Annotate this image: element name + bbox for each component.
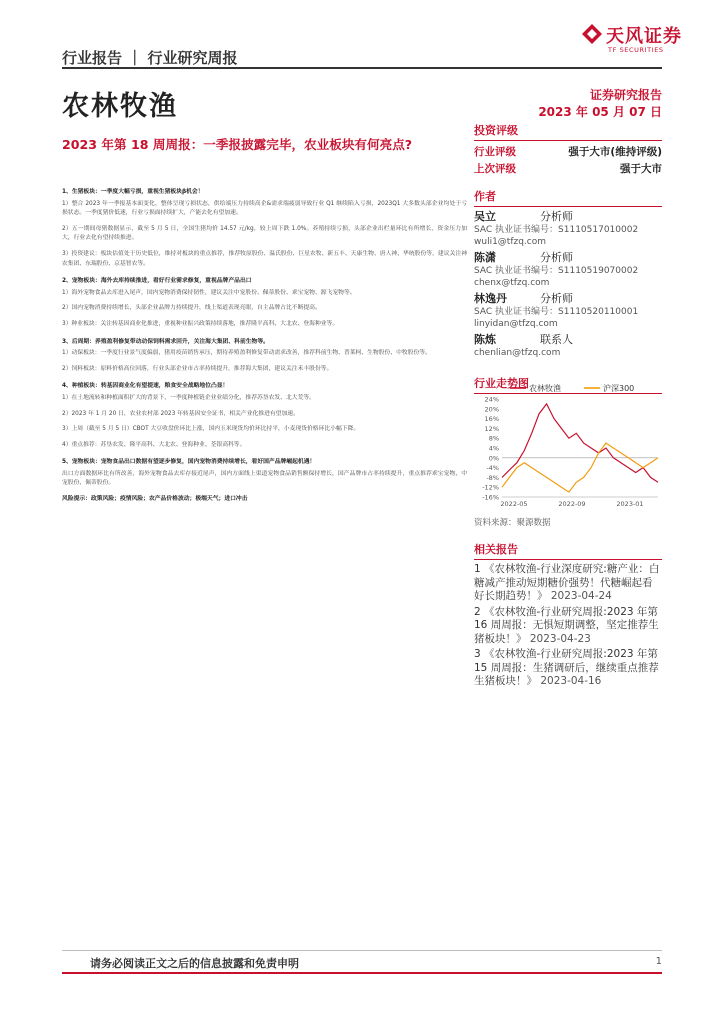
report-type: 证券研究报告	[589, 88, 662, 102]
paragraph: 出口方面数据环比有所改善，海外宠物食品去库存接近尾声，国内方面线上渠道宠物食品销售额保持增长，国产品牌市占率持续提升，重点推荐乖宝宠物、中宠股份、佩蒂股份。	[62, 470, 467, 487]
industry-trend-chart	[474, 381, 662, 531]
analyst-role: 分析师	[540, 292, 573, 305]
x-tick-label: 2022-05	[500, 500, 528, 508]
header-rule	[62, 67, 662, 69]
rating-label: 行业评级	[474, 146, 516, 158]
analyst-email[interactable]: chenx@tfzq.com	[474, 278, 550, 288]
y-tick-label: -4%	[486, 464, 499, 473]
analyst-role: 联系人	[540, 333, 573, 346]
series-line	[502, 443, 658, 492]
footer-stripe	[62, 972, 662, 974]
report-date: 2023 年 05 月 07 日	[538, 105, 662, 119]
paragraph: 3）上周（截至 5 月 5 日）CBOT 大豆收盘价环比上涨，国内玉米现货均价环比持平，小麦现货价格环比小幅下降。	[62, 426, 360, 433]
analyst-name: 林逸丹	[474, 292, 507, 305]
footer-disclaimer: 请务必阅读正文之后的信息披露和免责申明	[90, 957, 299, 970]
logo-en-text: TF SECURITIES	[608, 46, 664, 54]
authors-heading: 作者	[474, 188, 662, 207]
trend-chart-svg	[474, 381, 662, 513]
analyst-cert: SAC 执业证书编号：S1110520110001	[474, 307, 639, 317]
paragraph: 3）投资建议：板块估值处于历史低位，维持对板块的重点推荐，推荐牧原股份、温氏股份、巨星农牧、新五丰、天康生物、唐人神、华统股份等，建议关注神农集团、东瑞股份、京基智农等。	[62, 250, 467, 267]
paragraph: 3）种业板块：关注转基因商业化推进，重视种业振兴政策持续落地，推荐隆平高科、大北农、登海种业等。	[62, 320, 339, 327]
paragraph: 1）动保板块：一季度行业景气度偏弱，猪用疫苗销售承压，期待养殖盈利修复带动需求改善，推荐科前生物、普莱柯、生物股份、中牧股份等。	[62, 350, 431, 357]
y-tick-label: 0%	[488, 454, 499, 463]
x-tick-label: 2023-01	[616, 500, 644, 508]
analyst-cert: SAC 执业证书编号：S1110517010002	[474, 225, 639, 235]
legend-label: 农林牧渔	[529, 384, 561, 393]
analyst-card	[474, 210, 662, 248]
analyst-card	[474, 292, 662, 330]
related-item[interactable]: 1 《农林牧渔-行业深度研究:糖产业：白糖减产推动短期糖价强势！代糖崛起看好长期趋势！》 2023-04-24	[474, 563, 660, 602]
paragraph: 2）饲料板块：原料价格高位回落，行业头部企业市占率持续提升，推荐海大集团，建议关注禾丰股份等。	[62, 365, 333, 372]
paragraph: 2）国内宠物消费持续增长，头部企业品牌力持续提升，线上渠道表现亮眼，自主品牌占比不断提高。	[62, 305, 321, 312]
y-tick-label: 24%	[484, 395, 499, 404]
analyst-card	[474, 251, 662, 289]
related-item[interactable]: 2 《农林牧渔-行业研究周报:2023 年第16 周周报：无惧短期调整，坚定推荐生猪板块！》 2023-04-23	[474, 605, 659, 645]
report-body	[62, 180, 467, 505]
series-line	[502, 404, 658, 482]
paragraph: 2）2023 年 1 月 20 日，农业农村部 2023 年转基因安全证书，相关产业化推进有望加速。	[62, 410, 299, 417]
rating-value: 强于大市(维持评级)	[568, 146, 662, 158]
paragraph: 2）五一期间母猪数据显示，截至 5 月 5 日，全国生猪均价 14.57 元/kg，较上周下跌 1.0%。养殖持续亏损，头部企业出栏量环比有所增长，资金压力加大，行业去化有望持续推进。	[62, 225, 467, 242]
legend-label: 沪深300	[603, 384, 635, 393]
related-list	[474, 563, 662, 689]
analyst-role: 分析师	[540, 210, 573, 223]
y-tick-label: 16%	[484, 415, 499, 424]
logo-cn-text: 天风证券	[606, 26, 682, 47]
section-heading: 4、种植板块：转基因商业化有望提速，粮食安全战略地位凸显！	[62, 383, 229, 390]
related-item[interactable]: 3 《农林牧渔-行业研究周报:2023 年第15 周周报：生猪调研后，继续重点推荐生猪板块！》 2023-04-16	[474, 648, 659, 687]
rating-heading: 投资评级	[474, 122, 662, 141]
report-category: 行业报告 ｜ 行业研究周报	[62, 49, 238, 67]
paragraph: 4）重点推荐：苏垦农发、隆平高科、大北农、登海种业、荃银高科等。	[62, 441, 246, 448]
y-tick-label: 12%	[484, 424, 499, 433]
section-heading: 1、生猪板块：一季度大幅亏损，重视生猪板块β机会！	[62, 189, 204, 195]
analyst-email[interactable]: wuli1@tfzq.com	[474, 237, 547, 247]
analyst-card	[474, 333, 662, 359]
paragraph: 1）整合 2023 年一季报基本面变化，整体呈现亏损状态，供给端压力持续高企&需求端疲弱导致行业 Q1 继续陷入亏损，2023Q1 大多数头部企业均处于亏损状态。一季度猪价低迷，行业亏损面持续扩大，产能去化有望加速。	[62, 200, 467, 217]
analyst-name: 陈潇	[474, 251, 496, 264]
rating-value: 强于大市	[620, 163, 662, 175]
logo-mark-icon	[582, 24, 602, 44]
report-title: 2023 年第 18 周周报：一季报披露完毕，农业板块有何亮点?	[62, 137, 413, 152]
footer-rule	[62, 950, 662, 951]
paragraph: 1）在土地流转和种植面积扩大的背景下，一季度种植链企业业绩分化，推荐苏垦农发、北大荒等。	[62, 394, 315, 401]
section-heading: 2、宠物板块：海外去库持续推进，看好行业需求修复，重视品牌产品出口	[62, 278, 252, 285]
section-heading: 5、宠物板块：宠物食品出口数据有望逐步修复，国内宠物消费持续增长，看好国产品牌崛起机遇！	[62, 459, 316, 466]
analyst-email[interactable]: linyidan@tfzq.com	[474, 319, 558, 329]
analyst-cert: SAC 执业证书编号：S1110519070002	[474, 266, 639, 276]
y-tick-label: 20%	[484, 405, 499, 414]
page-number: 1	[655, 956, 662, 967]
rating-row	[474, 144, 662, 161]
industry-title: 农林牧渔	[62, 91, 178, 122]
company-logo	[582, 20, 692, 64]
y-tick-label: 8%	[488, 434, 499, 443]
rating-label: 上次评级	[474, 163, 516, 175]
rating-row	[474, 161, 662, 178]
chart-source: 资料来源：聚源数据	[474, 518, 551, 528]
related-reports	[474, 541, 662, 691]
risk-note: 风险提示：政策风险；疫情风险；农产品价格波动；极端天气；进口冲击	[62, 496, 248, 503]
y-tick-label: 4%	[488, 444, 499, 453]
analyst-name: 吴立	[474, 210, 496, 223]
section-heading: 3、后周期：养殖盈利修复带动动保饲料需求回升，关注海大集团、科前生物等。	[62, 338, 269, 345]
y-tick-label: -16%	[482, 493, 499, 502]
analyst-role: 分析师	[540, 251, 573, 264]
x-tick-label: 2022-09	[558, 500, 586, 508]
related-heading: 相关报告	[474, 541, 662, 560]
sidebar	[474, 122, 662, 397]
analyst-name: 陈炼	[474, 333, 496, 346]
paragraph: 1）海外宠物食品去库进入尾声，国内宠物消费保持韧性，建议关注中宠股份、佩蒂股份、乖宝宠物、源飞宠物等。	[62, 289, 356, 296]
analyst-email[interactable]: chenlian@tfzq.com	[474, 348, 561, 358]
y-tick-label: -8%	[486, 473, 499, 482]
trend-heading: 行业走势图	[474, 375, 662, 394]
y-tick-label: -12%	[482, 483, 499, 492]
